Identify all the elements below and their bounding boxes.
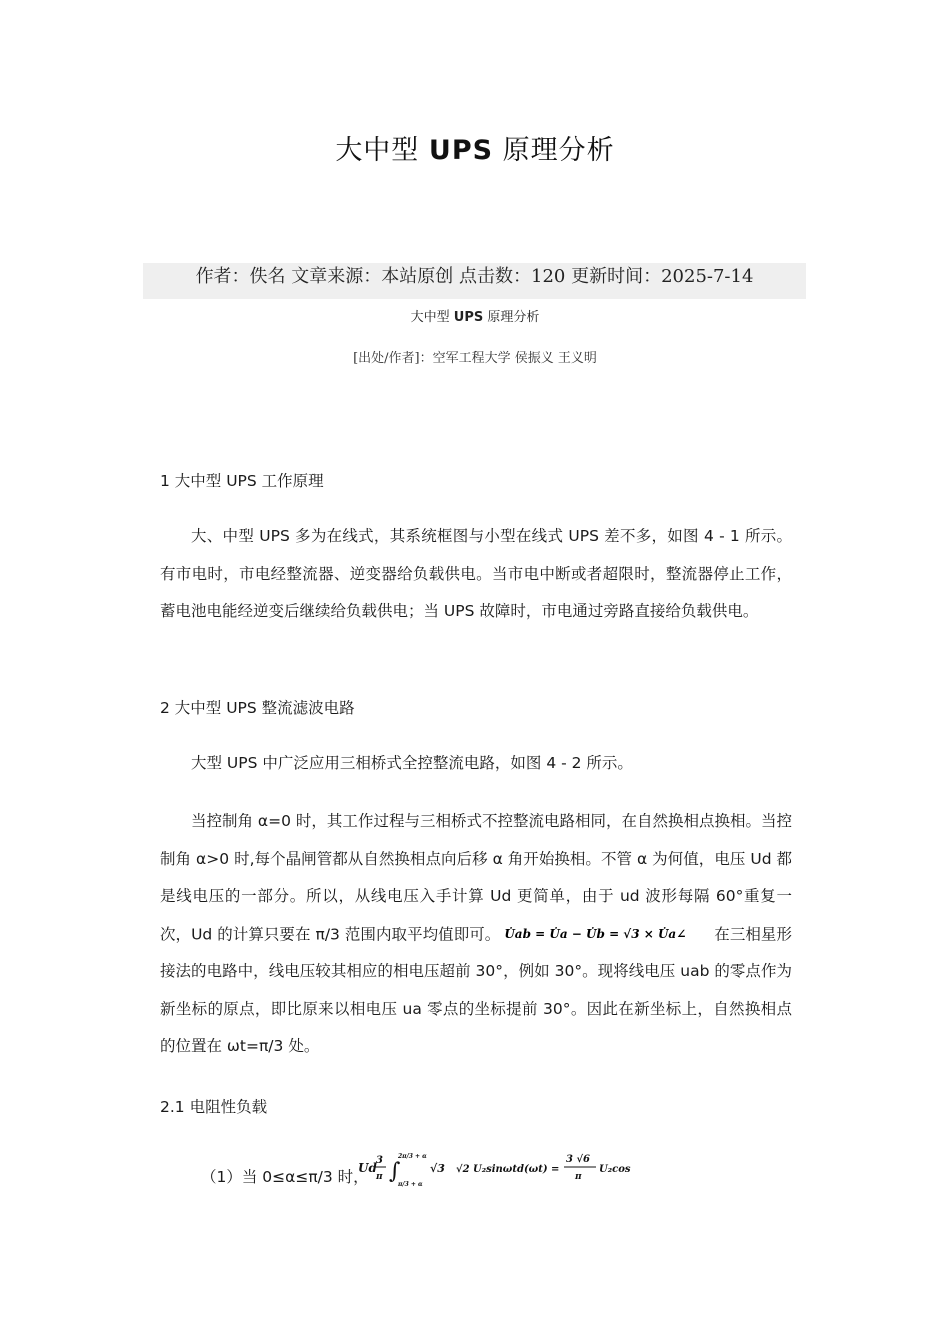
formula-integrand: √2 U₂sinωtd(ωt) =: [456, 1164, 560, 1175]
document-title: 大中型 UPS 原理分析: [335, 135, 615, 166]
section-1-heading: 1 大中型 UPS 工作原理: [160, 472, 324, 490]
integral-sign-icon: ∫: [389, 1159, 401, 1184]
formula-frac1-den: π: [376, 1172, 383, 1182]
section-2-1-heading: 2.1 电阻性负载: [160, 1098, 268, 1116]
article-meta-bar: [143, 263, 806, 299]
section-2-paragraph-2-part-a: 当控制角 α=0 时，其工作过程与三相桥式不控整流电路相同，在自然换相点换相。当控制角 α>0 时,每个晶闸管都从自然换相点向后移 α 角开始换相。不管 α 为何值，电压 Ud 都是线电压的一部分。所以，从线电压入手计算 Ud 更简单，由于 ud 波形每隔 60°重复一次，Ud 的计算只要在 π/3 范围内取平均值即可。: [160, 812, 792, 943]
formula-frac1-num: 3: [376, 1155, 383, 1166]
formula-rhs: U₂cos: [599, 1164, 631, 1175]
formula-frac2-num: 3 √6: [566, 1154, 590, 1165]
section-2-heading: 2 大中型 UPS 整流滤波电路: [160, 699, 355, 717]
formula-int-upper: 2π/3 + α: [398, 1153, 427, 1160]
section-2-paragraph-2-part-b: 在三相星形接法的电路中，线电压较其相应的相电压超前 30°，例如 30°。现将线电压 uab 的零点作为新坐标的原点，即比原来以相电压 ua 零点的坐标提前 30°。因此在新坐标上，自然换相点的位置在 ωt=π/3 处。: [160, 924, 792, 1056]
average-voltage-formula: [356, 1148, 636, 1190]
formula-frac2-den: π: [575, 1172, 582, 1182]
section-1-paragraph: 大、中型 UPS 多为在线式，其系统框图与小型在线式 UPS 差不多，如图 4 - 1 所示。有市电时，市电经整流器、逆变器给负载供电。当市电中断或者超限时，整流器停止工作，蓄电池电能经逆变后继续给负载供电；当 UPS 故障时，市电通过旁路直接给负载供电。: [160, 527, 792, 620]
formula-sqrt3: √3: [430, 1162, 445, 1175]
case-1-label: （1）当 0≤α≤π/3 时，: [201, 1168, 369, 1186]
line-voltage-formula: U̇ab = U̇a − U̇b = √3 × U̇a∠: [504, 926, 687, 941]
section-2-paragraph-1: 大型 UPS 中广泛应用三相桥式全控整流电路，如图 4 - 2 所示。: [191, 754, 633, 772]
article-meta-text: 作者：佚名 文章来源：本站原创 点击数：120 更新时间：2025-7-14: [195, 266, 754, 287]
article-source: [出处/作者]：空军工程大学 侯振义 王义明: [353, 351, 597, 366]
article-subtitle: 大中型 UPS 原理分析: [410, 310, 540, 325]
formula-lhs: Ud: [358, 1161, 377, 1175]
formula-int-lower: π/3 + α: [398, 1181, 423, 1188]
section-2-paragraph-2: [160, 803, 792, 1066]
